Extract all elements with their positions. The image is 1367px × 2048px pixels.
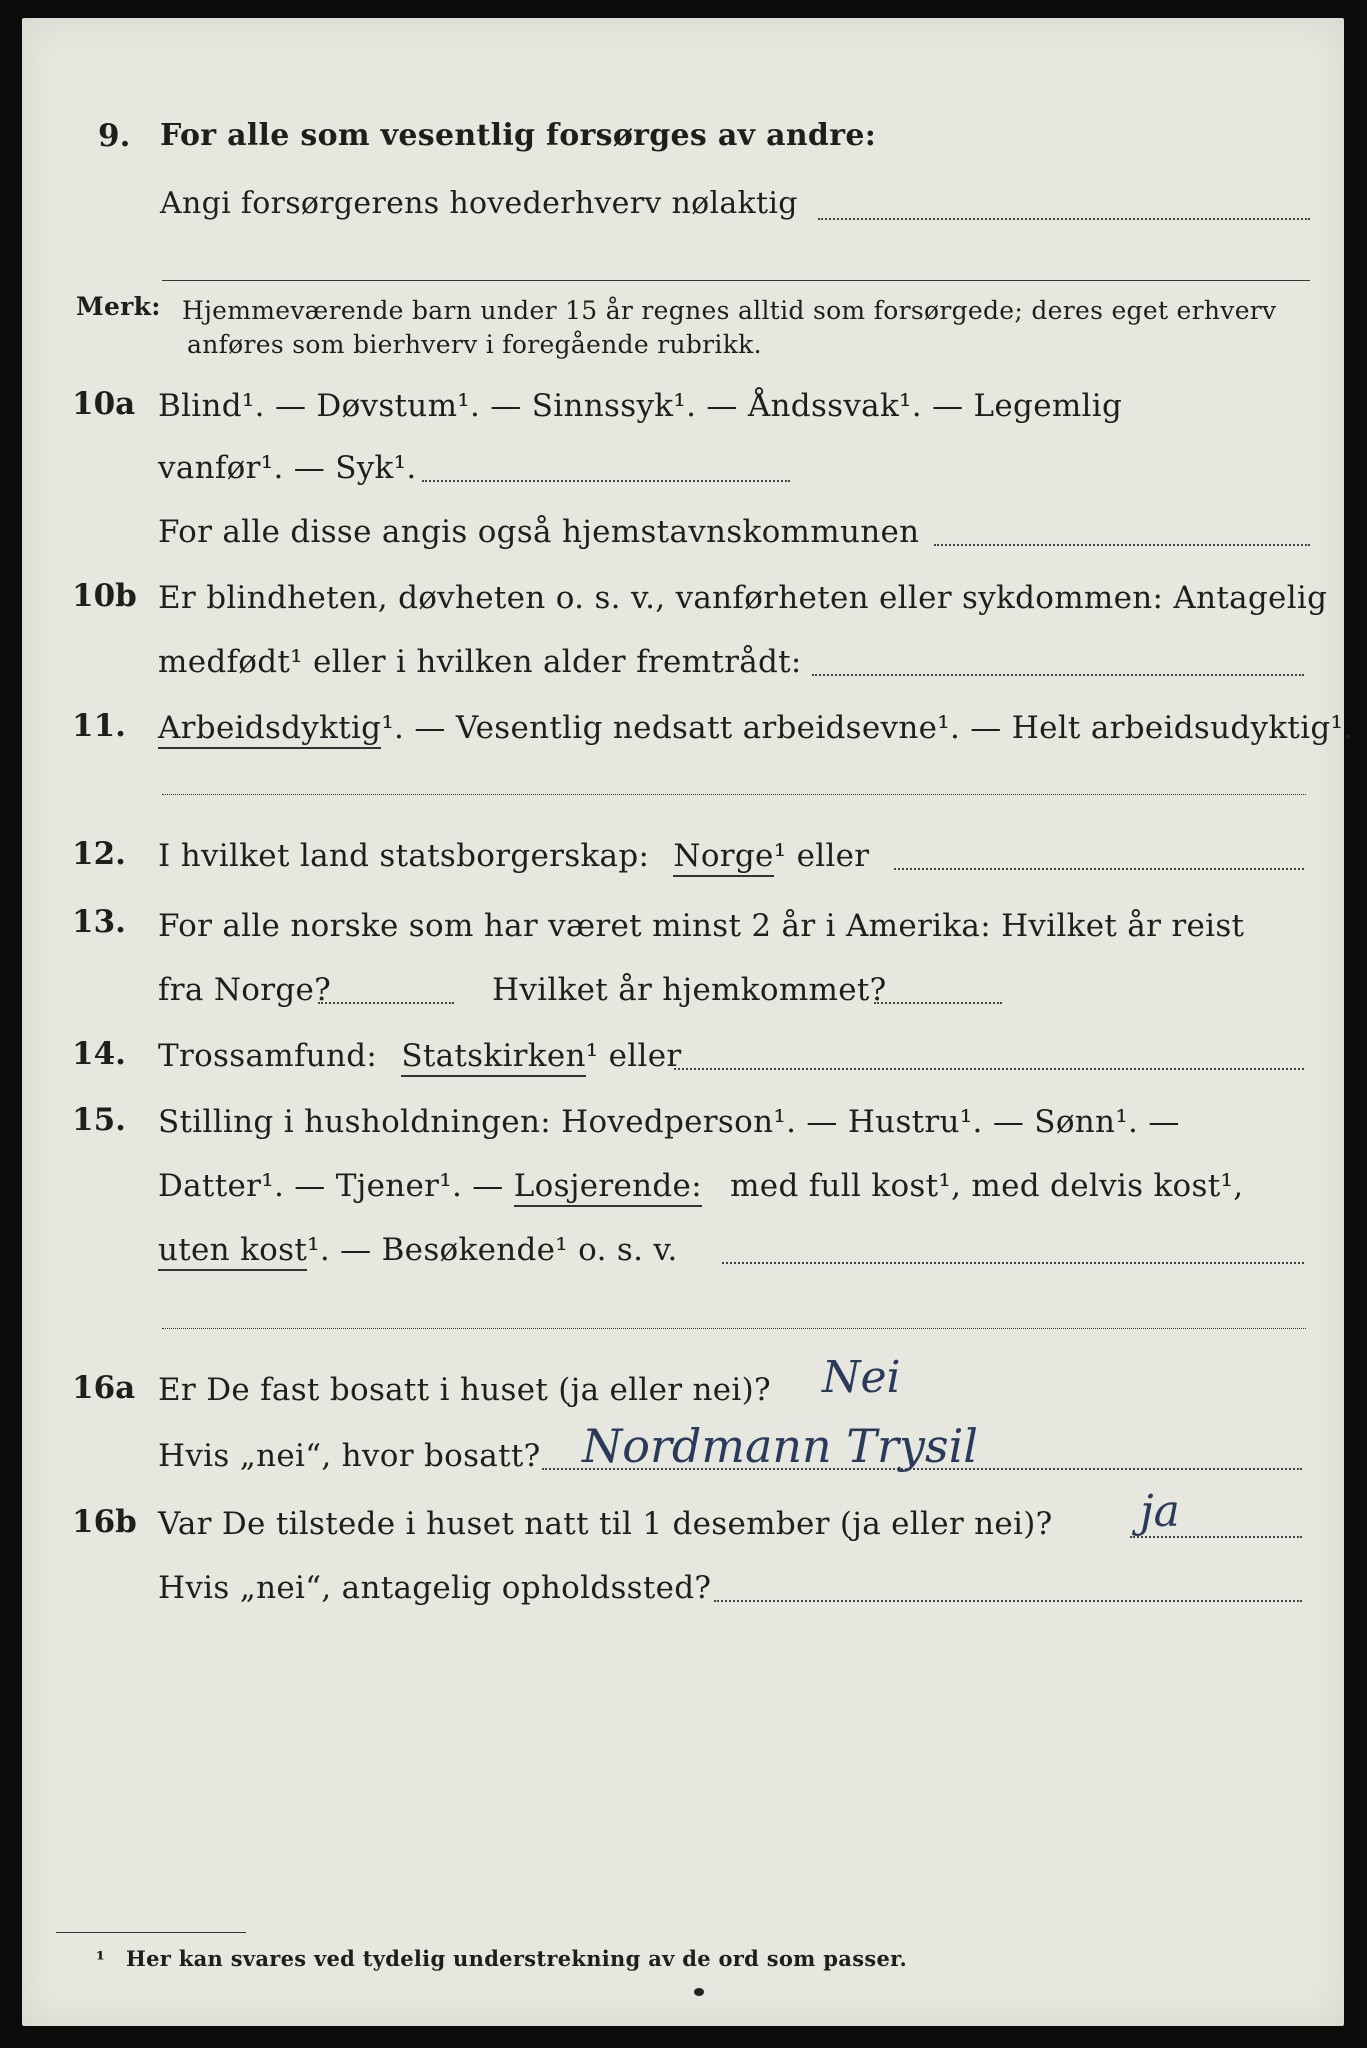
q15-extra-line[interactable] <box>162 1328 1306 1329</box>
q13-reist-label: fra Norge? <box>158 972 332 1008</box>
q15-line-2a: Datter¹. — Tjener¹. — <box>158 1168 504 1204</box>
q15-answer-line[interactable] <box>722 1262 1304 1264</box>
q10a-line-3: For alle disse angis også hjemstavnskommunen <box>158 514 920 550</box>
q16b-line-1: Var De tilstede i huset natt til 1 desember (ja eller nei)? <box>158 1506 1053 1542</box>
q10a-answer-line[interactable] <box>422 480 790 482</box>
q14-prefix: Trossamfund: <box>158 1038 378 1074</box>
q10a-number: 10a <box>72 386 136 422</box>
q9-extra-line[interactable] <box>162 280 1310 281</box>
q15-number: 15. <box>72 1102 126 1138</box>
q16b-handwritten-answer[interactable]: ja <box>1140 1486 1180 1537</box>
q12-suffix: ¹ eller <box>773 838 870 874</box>
q16b-number: 16b <box>72 1504 137 1540</box>
q10b-answer-line[interactable] <box>812 674 1304 676</box>
q10b-line-1: Er blindheten, døvheten o. s. v., vanførheten eller sykdommen: Antagelig <box>158 580 1328 616</box>
q9-question: Angi forsørgerens hovederhverv nølaktig <box>160 186 798 221</box>
footnote-rule <box>56 1932 246 1933</box>
q11-extra-line[interactable] <box>162 794 1306 795</box>
q15-selected-losjerende[interactable]: Losjerende: <box>514 1168 702 1207</box>
q12-answer-line[interactable] <box>894 868 1304 870</box>
q16b-answer-line-2[interactable] <box>714 1600 1302 1602</box>
merk-line-1: Hjemmeværende barn under 15 år regnes alltid som forsørgede; deres eget erhverv <box>182 296 1277 325</box>
merk-label: Merk: <box>76 292 161 321</box>
q14-answer-line[interactable] <box>674 1068 1304 1070</box>
q12-number: 12. <box>72 836 126 872</box>
q10a-line-2: vanfør¹. — Syk¹. <box>158 450 417 486</box>
q12-question <box>158 838 869 874</box>
q16a-handwritten-answer-2[interactable]: Nordmann Trysil <box>582 1419 978 1473</box>
q14-question <box>158 1038 682 1074</box>
q10b-number: 10b <box>72 578 137 614</box>
q9-number: 9. <box>98 118 131 154</box>
form-page <box>22 18 1354 2026</box>
q10a-line-1: Blind¹. — Døvstum¹. — Sinnssyk¹. — Åndssvak¹. — Legemlig <box>158 388 1123 424</box>
page-bullet <box>694 1988 704 1996</box>
q9-heading: For alle som vesentlig forsørges av andre: <box>160 118 877 153</box>
q9-answer-line[interactable] <box>818 218 1310 220</box>
q15-line-3b[interactable]: ¹. — Besøkende¹ o. s. v. <box>307 1232 678 1268</box>
q13-number: 13. <box>72 904 126 940</box>
form-content <box>22 18 1354 2026</box>
q15-selected-uten-kost[interactable]: uten kost <box>158 1232 307 1271</box>
footnote-text: Her kan svares ved tydelig understrekning av de ord som passer. <box>126 1946 908 1971</box>
q12-prefix: I hvilket land statsborgerskap: <box>158 838 650 874</box>
q14-selected-option[interactable]: Statskirken <box>401 1038 585 1077</box>
q13-line-1: For alle norske som har været minst 2 år i Amerika: Hvilket år reist <box>158 908 1245 944</box>
q16b-line-2: Hvis „nei“, antagelig opholdssted? <box>158 1570 712 1606</box>
q11-options <box>158 710 1353 746</box>
q16a-number: 16a <box>72 1370 136 1406</box>
q15-line-1: Stilling i husholdningen: Hovedperson¹. — Hustru¹. — Sønn¹. — <box>158 1104 1180 1140</box>
q11-number: 11. <box>72 708 126 744</box>
q10a-kommune-line[interactable] <box>934 544 1310 546</box>
q14-suffix: ¹ eller <box>585 1038 682 1074</box>
q13-reist-line[interactable] <box>318 1002 454 1004</box>
footnote-mark: ¹ <box>96 1947 106 1971</box>
q16a-line-1: Er De fast bosatt i huset (ja eller nei)? <box>158 1372 771 1408</box>
q13-hjemkommet-line[interactable] <box>874 1002 1002 1004</box>
q11-selected-option[interactable]: Arbeidsdyktig <box>158 710 381 749</box>
q10b-line-2: medfødt¹ eller i hvilken alder fremtrådt: <box>158 644 802 680</box>
q15-line-2b[interactable]: med full kost¹, med delvis kost¹, <box>730 1168 1244 1204</box>
q15-line-2 <box>158 1168 1243 1204</box>
q14-number: 14. <box>72 1036 126 1072</box>
q11-rest[interactable]: ¹. — Vesentlig nedsatt arbeidsevne¹. — Helt arbeidsudyktig¹. <box>381 710 1354 746</box>
q16a-handwritten-answer-1[interactable]: Nei <box>822 1352 901 1403</box>
merk-line-2: anføres som bierhverv i foregående rubrikk. <box>187 330 762 359</box>
q15-line-3 <box>158 1232 678 1268</box>
q12-selected-country[interactable]: Norge <box>673 838 773 877</box>
q16a-line-2: Hvis „nei“, hvor bosatt? <box>158 1438 541 1474</box>
q13-hjemkommet-label: Hvilket år hjemkommet? <box>492 972 887 1008</box>
